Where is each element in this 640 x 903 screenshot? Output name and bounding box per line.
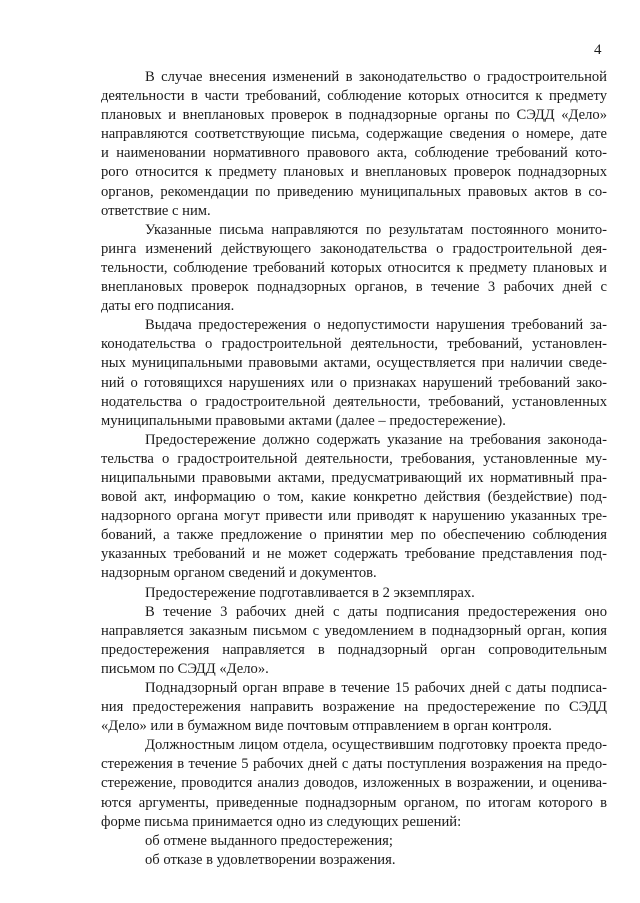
list-item: об отказе в удовлетворении возражения. xyxy=(145,851,396,868)
text-line: рого относится к предмету плановых и внеплановых проверок поднадзорных xyxy=(101,164,607,181)
text-line: плановых и внеплановых проверок в поднадзорные органы по СЭДД «Дело» xyxy=(101,107,607,124)
text-line: ниципальными правовыми актами, предусматривающий их нормативный пра- xyxy=(101,469,607,486)
text-line: вовой акт, информацию о том, какие конкретно действия (бездействие) под- xyxy=(101,489,607,506)
text-line: надзорного органа могут привести или приводят к нарушению указанных тре- xyxy=(101,508,607,525)
text-line: форме письма принимается одно из следующих решений: xyxy=(101,813,462,830)
text-line: В течение 3 рабочих дней с даты подписания предостережения оно xyxy=(145,603,607,620)
text-line: Должностным лицом отдела, осуществившим подготовку проекта предо- xyxy=(145,737,607,754)
text-line: Выдача предостережения о недопустимости нарушения требований за- xyxy=(145,317,607,334)
text-line: тельства о градостроительной деятельности, требования, установленные му- xyxy=(101,450,607,467)
text-line: бований, а также предложение о принятии мер по обеспечению соблюдения xyxy=(101,527,607,544)
paragraph xyxy=(101,603,607,679)
text-line: надзорным органом сведений и документов. xyxy=(101,565,377,582)
text-line: указанных требований и не может содержать требование представления под- xyxy=(101,546,607,563)
paragraph xyxy=(101,679,607,736)
text-line: органов, рекомендации по приведению муниципальных правовых актов в со- xyxy=(101,183,607,200)
paragraph xyxy=(101,584,607,603)
text-line: муниципальными правовыми актами (далее – предостережение). xyxy=(101,412,506,429)
document-body xyxy=(101,68,607,870)
text-line: Указанные письма направляются по результатам постоянного монито- xyxy=(145,221,607,238)
text-line: Предостережение подготавливается в 2 экземплярах. xyxy=(145,584,475,601)
text-line: ния предостережения направить возражение на предостережение по СЭДД xyxy=(101,699,607,716)
page-number: 4 xyxy=(594,42,602,58)
text-line: конодательства о градостроительной деятельности, требований, установлен- xyxy=(101,336,607,353)
text-line: В случае внесения изменений в законодательство о градостроительной xyxy=(145,69,607,85)
text-line: нодательства о градостроительной деятельности, требований, установленных xyxy=(101,393,607,410)
paragraph xyxy=(101,736,607,831)
paragraph xyxy=(101,221,607,316)
paragraph xyxy=(101,316,607,431)
text-line: внеплановых проверок поднадзорных органов, в течение 3 рабочих дней с xyxy=(101,279,607,296)
list-item: об отмене выданного предостережения; xyxy=(145,832,393,849)
paragraph xyxy=(101,431,607,584)
text-line: стережения в течение 5 рабочих дней с даты поступления возражения на предо- xyxy=(101,756,607,773)
text-line: Предостережение должно содержать указание на требования законода- xyxy=(145,431,607,448)
text-line: «Дело» или в бумажном виде почтовым отправлением в орган контроля. xyxy=(101,718,552,735)
paragraph xyxy=(101,68,607,221)
text-line: направляется заказным письмом с уведомлением в поднадзорный орган, копия xyxy=(101,622,607,639)
text-line: предостережения направляется в поднадзорный орган сопроводительным xyxy=(101,641,607,658)
decision-list xyxy=(101,832,607,870)
text-line: тельности, соблюдение требований которых относится к предмету плановых и xyxy=(101,259,607,276)
text-line: стережение, проводится анализ доводов, изложенных в возражении, и оценива- xyxy=(101,775,607,792)
text-line: деятельности в части требований, соблюдение которых относится к предмету xyxy=(101,88,607,105)
text-line: даты его подписания. xyxy=(101,298,235,315)
text-line: ются аргументы, приведенные поднадзорным органом, по итогам которого в xyxy=(101,794,607,811)
text-line: ответствие с ним. xyxy=(101,202,211,219)
text-line: и наименовании нормативного правового акта, соблюдение требований кото- xyxy=(101,145,607,162)
text-line: ных муниципальными правовыми актами, осуществляется при наличии сведе- xyxy=(101,355,607,372)
text-line: письмом по СЭДД «Дело». xyxy=(101,660,269,677)
text-line: ний о готовящихся нарушениях или о признаках нарушений требований зако- xyxy=(101,374,607,391)
text-line: направляются соответствующие письма, содержащие сведения о номере, дате xyxy=(101,126,607,143)
text-line: ринга изменений действующего законодательства о градостроительной дея- xyxy=(101,240,607,257)
text-line: Поднадзорный орган вправе в течение 15 рабочих дней с даты подписа- xyxy=(145,680,607,696)
